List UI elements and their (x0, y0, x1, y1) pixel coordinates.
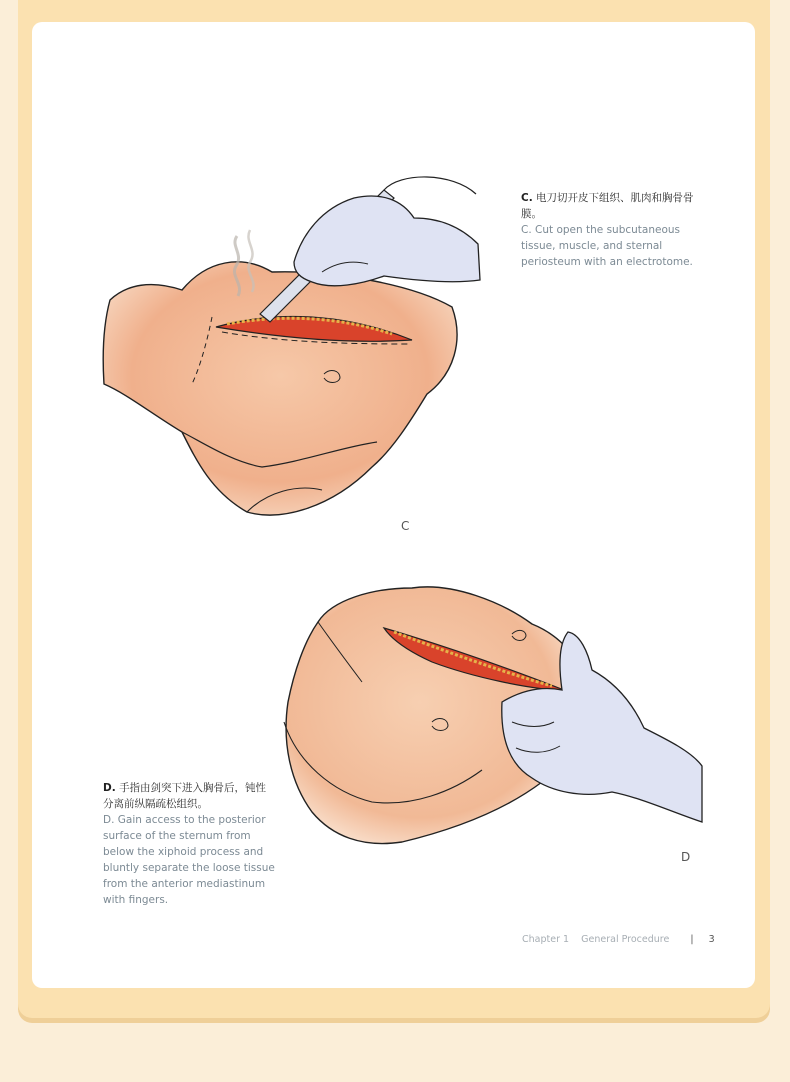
figure-d-caption-zh (103, 780, 276, 812)
footer-chapter: Chapter 1 (522, 934, 570, 945)
figure-d-caption-en (103, 812, 276, 908)
figure-d-zh-label: D. (103, 782, 116, 794)
figure-c-caption-en (521, 222, 696, 270)
figure-d-label: D (681, 850, 691, 864)
figure-d-caption (103, 780, 276, 908)
figure-c-en-label: C. (521, 224, 532, 236)
figure-d-zh-text: 手指由剑突下进入胸骨后，钝性分离前纵隔疏松组织。 (103, 782, 267, 810)
figure-c-zh-text: 电刀切开皮下组织、肌肉和胸骨骨膜。 (521, 192, 694, 220)
footer-title: General Procedure (581, 934, 670, 945)
page-footer (522, 934, 715, 945)
figure-d-en-label: D. (103, 814, 115, 826)
figure-c-label: C (401, 519, 410, 533)
figure-c-illustration (103, 177, 480, 515)
footer-divider: | (690, 934, 694, 945)
figure-c-caption (521, 190, 696, 270)
figure-d-en-text: Gain access to the posterior surface of the sternum from below the xiphoid process and bluntly separate the loose tissue from the anterior mediastinum with fingers. (103, 814, 275, 906)
book-page (32, 22, 755, 988)
figure-d-illustration (284, 587, 702, 844)
figure-c-en-text: Cut open the subcutaneous tissue, muscle, and sternal periosteum with an electrotome. (521, 224, 693, 268)
figure-c-zh-label: C. (521, 192, 533, 204)
figure-c-caption-zh (521, 190, 696, 222)
page-number: 3 (708, 934, 715, 945)
